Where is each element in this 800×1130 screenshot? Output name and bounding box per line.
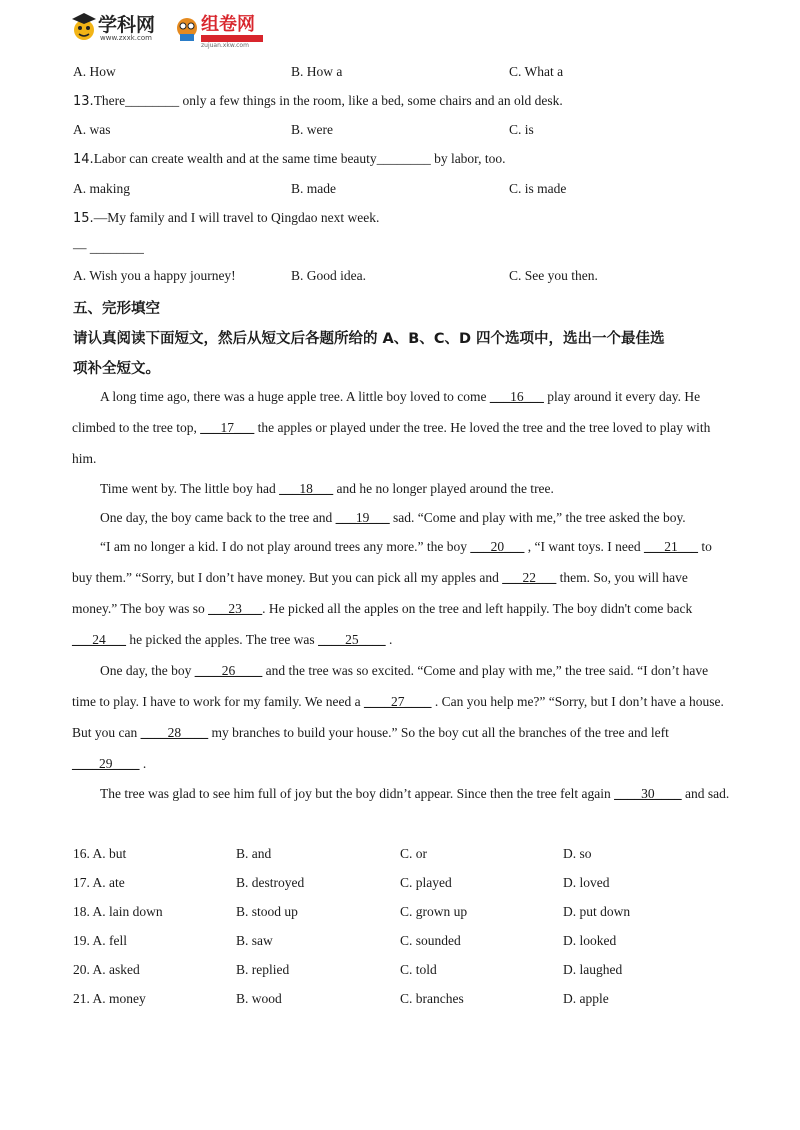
blank-23: ___23___ [208, 601, 263, 616]
logo1-icon [70, 10, 98, 44]
q12-option-c: C. What a [509, 64, 564, 79]
passage-paragraph-6: The tree was glad to see him full of joy but the boy didn’t appear. Since then the tree felt again ____30____ and sad. [100, 786, 730, 801]
choice-17-c: C. played [400, 875, 452, 890]
q14-option-a: A. making [73, 181, 130, 196]
choice-16-d: D. so [563, 846, 592, 861]
choice-20-c: C. told [400, 962, 437, 977]
choice-16-c: C. or [400, 846, 427, 861]
q14-blank: ________ [376, 151, 431, 166]
choice-21-a: 21. A. money [73, 991, 146, 1006]
section-instruction-1: 请认真阅读下面短文，然后从短文后各题所给的 A、B、C、D 四个选项中，选出一个最佳选 [73, 331, 665, 347]
blank-21: ___21___ [643, 539, 698, 554]
q15-option-c: C. See you then. [509, 268, 598, 283]
blank-30: ____30____ [614, 786, 682, 801]
q14-stem: 14.Labor can create wealth and at the same time beauty________ by labor, too. [73, 151, 506, 167]
q13-number: 13. [73, 94, 94, 109]
choice-16-a: 16. A. but [73, 846, 127, 861]
blank-17: ___17___ [200, 420, 255, 435]
choice-18-d: D. put down [563, 904, 631, 919]
choice-16-b: B. and [236, 846, 272, 861]
choice-21-d: D. apple [563, 991, 609, 1006]
blank-26: ____26____ [194, 663, 263, 678]
header-logos [70, 8, 270, 48]
choice-17-a: 17. A. ate [73, 875, 125, 890]
q13-option-c: C. is [509, 122, 534, 137]
section-title: 五、完形填空 [73, 301, 160, 317]
choice-18-c: C. grown up [400, 904, 468, 919]
blank-29: ____29____ [72, 756, 140, 771]
choice-18-b: B. stood up [236, 904, 298, 919]
q14-option-b: B. made [291, 181, 336, 196]
blank-22: ___22___ [502, 570, 557, 585]
choice-19-d: D. looked [563, 933, 617, 948]
choice-20-a: 20. A. asked [73, 962, 140, 977]
q13-option-a: A. was [73, 122, 111, 137]
blank-27: ____27____ [363, 694, 432, 709]
passage-paragraph-5: One day, the boy ____26____ and the tree was so excited. “Come and play with me,” the tree said. “I don’t have time to play. I have to work for my family. We need a ____27____ . Can you help me?” “Sorry, but I don’t have a house. But you can ____28____ my branches to build your house.” So the boy cut all the branches of the tree and left ____29____ . [72, 663, 724, 771]
q15-option-b: B. Good idea. [291, 268, 366, 283]
passage-paragraph-3: One day, the boy came back to the tree and ___19___ sad. “Come and play with me,” the tree asked the boy. [100, 510, 686, 525]
blank-24: ___24___ [72, 632, 126, 647]
logo1-text: 学科网 [98, 14, 156, 36]
logo2-url [201, 35, 263, 42]
choice-17-b: B. destroyed [236, 875, 305, 890]
q13-stem: 13.There________ only a few things in the room, like a bed, some chairs and an old desk. [73, 93, 563, 109]
blank-16: ___16___ [489, 389, 544, 404]
choice-19-b: B. saw [236, 933, 273, 948]
blank-18: ___18___ [279, 481, 334, 496]
passage-paragraph-1: A long time ago, there was a huge apple tree. A little boy loved to come ___16___ play around it every day. He climbed to the tree top, ___17___ the apples or played under the tree. He loved the tree and the tree loved to play with him. [72, 389, 711, 466]
q14-option-c: C. is made [509, 181, 567, 196]
passage-paragraph-4: “I am no longer a kid. I do not play around trees any more.” the boy ___20___ , “I want toys. I need ___21___ to buy them.” “Sorry, but I don’t have money. But you can pick all my apples and ___22___ them. So, you will have money.” The boy was so ___23___. He picked all the apples on the tree and left happily. The boy didn't come back ___24___ he picked the apples. The tree was ____25____ . [72, 539, 712, 647]
logo2-text: 组卷网 [201, 14, 255, 35]
choice-20-b: B. replied [236, 962, 290, 977]
section-instruction-2: 项补全短文。 [73, 361, 160, 377]
logo2-url-text: zujuan.xkw.com [201, 42, 249, 49]
q15-option-a: A. Wish you a happy journey! [73, 268, 236, 283]
choice-19-a: 19. A. fell [73, 933, 127, 948]
q15-stem: 15.—My family and I will travel to Qingdao next week. [73, 210, 380, 226]
q14-number: 14. [73, 152, 94, 167]
q15-reply: — ________ [73, 240, 144, 255]
choice-21-c: C. branches [400, 991, 464, 1006]
q15-number: 15. [73, 211, 94, 226]
choice-20-d: D. laughed [563, 962, 623, 977]
q13-blank: ________ [125, 93, 180, 108]
logo1-url: www.zxxk.com [100, 34, 152, 42]
choice-17-d: D. loved [563, 875, 610, 890]
choice-21-b: B. wood [236, 991, 282, 1006]
q12-option-a: A. How [73, 64, 116, 79]
logo2-icon [174, 10, 200, 44]
choice-19-c: C. sounded [400, 933, 461, 948]
blank-28: ____28____ [140, 725, 209, 740]
choice-18-a: 18. A. lain down [73, 904, 163, 919]
blank-25: ____25____ [318, 632, 386, 647]
blank-20: ___20___ [470, 539, 525, 554]
blank-19: ___19___ [335, 510, 390, 525]
q12-option-b: B. How a [291, 64, 343, 79]
passage-paragraph-2: Time went by. The little boy had ___18___ and he no longer played around the tree. [100, 481, 554, 496]
q13-option-b: B. were [291, 122, 333, 137]
